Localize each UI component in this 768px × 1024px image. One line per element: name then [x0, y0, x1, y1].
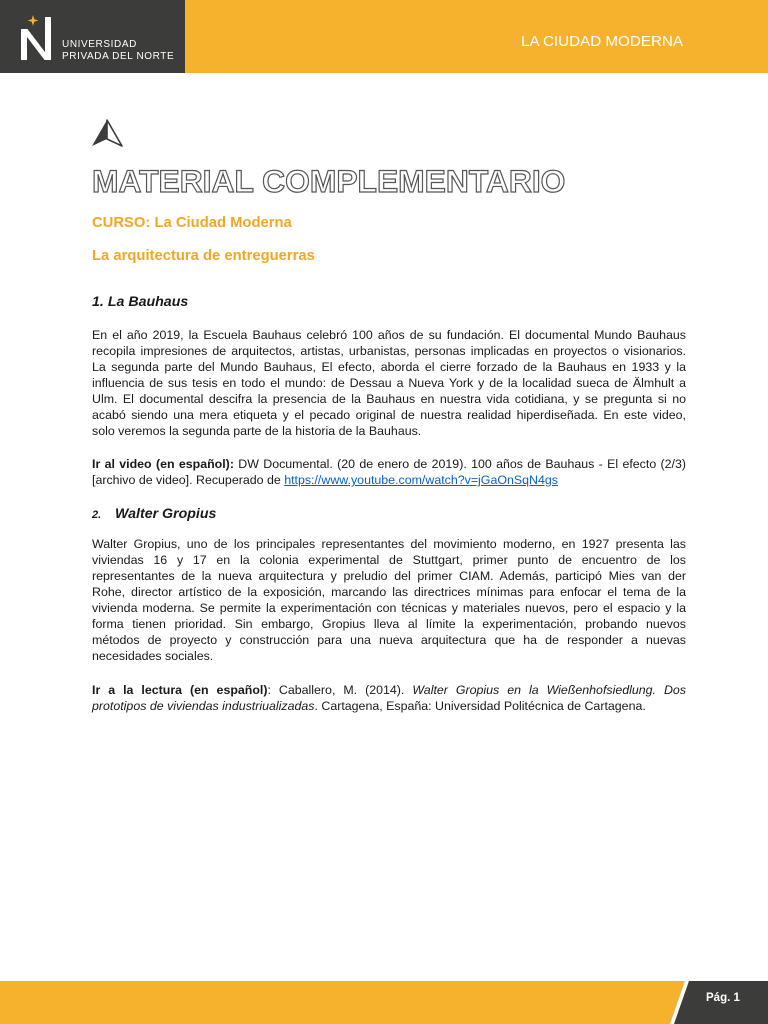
course-label: CURSO: La Ciudad Moderna [92, 215, 292, 231]
paragraph-line: necesidades sociales. [92, 649, 214, 663]
document-title: MATERIAL COMPLEMENTARIO [92, 163, 566, 199]
reference-label: Ir a la lectura (en español) [92, 683, 268, 697]
section-heading [92, 505, 216, 524]
reference-label: Ir al video (en español): [92, 457, 234, 471]
paragraph-line: solo veremos la segunda parte de la historia de la Bauhaus. [92, 424, 422, 438]
reference-line [92, 472, 686, 488]
section-paragraph [92, 327, 686, 439]
paragraph-line: representantes de la nueva arquitectura y preludio del primer CIAM. Además, participó Mies van der [92, 569, 686, 583]
university-name-line2: PRIVADA DEL NORTE [62, 51, 175, 62]
paragraph-line: acabó siendo una mera etiqueta y el pecado original de nuestra realidad hiperdiseñada. En este video, [92, 408, 686, 422]
section-heading [92, 293, 188, 311]
footer-bar [0, 981, 768, 1024]
reference-line [92, 456, 686, 472]
reference-text: : Caballero, M. (2014). [267, 683, 413, 697]
paragraph-line: viviendas 16 y 17 en la colonia experimental de Stuttgart, primer punto de encuentro de los [92, 553, 686, 567]
video-reference [92, 456, 686, 488]
reference-line [92, 682, 686, 698]
paragraph-line: Walter Gropius, uno de los principales representantes del movimiento moderno, en 1927 presenta las [92, 537, 686, 551]
footer-background [0, 981, 768, 1024]
paragraph-line: influencia de sus tesis en todo el mundo: de Dessau a Nueva York y de la localidad sueca de Älmhult a [92, 376, 686, 390]
paragraph-line: La segunda parte del Mundo Bauhaus, El efecto, aborda el cierre forzado de la Bauhaus en 1933 y la [92, 360, 686, 374]
paragraph-line: vivienda moderna. Se permite la experimentación con técnicas y materiales nuevos, pero el espacio y la [92, 601, 686, 615]
section-number: 2. [92, 509, 102, 521]
reference-text: DW Documental. (20 de enero de 2019). 100 años de Bauhaus - El efecto (2/3) [233, 457, 687, 471]
university-name-line1: UNIVERSIDAD [62, 39, 137, 50]
reading-reference [92, 682, 686, 714]
navigation-arrow-icon [91, 119, 123, 147]
paragraph-line: forma tienen prioridad. Sin embargo, Gropius lleva al límite la experimentación, probando nuevos [92, 617, 686, 631]
header-course-name: LA CIUDAD MODERNA [521, 33, 684, 50]
reference-text: . Cartagena, España: Universidad Politécnica de Cartagena. [314, 699, 646, 713]
university-brand [0, 0, 185, 73]
section-title: La Bauhaus [107, 294, 189, 310]
section-number: 1. [92, 294, 104, 310]
reference-link[interactable]: https://www.youtube.com/watch?v=jGaOnSqN4gs [284, 473, 558, 487]
upn-logo-icon [20, 14, 52, 60]
reference-line [92, 698, 686, 714]
paragraph-line: En el año 2019, la Escuela Bauhaus celebró 100 años de su fundación. El documental Mundo Bauhaus [92, 328, 686, 342]
reference-title: Walter Gropius en la Wießenhofsiedlung. Dos [412, 683, 686, 697]
section-title: Walter Gropius [115, 506, 217, 522]
paragraph-line: métodos de proyecto y construcción para una nueva arquitectura que ha de responder a nuevas [92, 633, 686, 647]
page-number: Pág. 1 [706, 992, 740, 1004]
header-bar [0, 0, 768, 73]
section-paragraph [92, 536, 686, 664]
reference-title: prototipos de viviendas industriualizadas [92, 699, 315, 713]
topic-subtitle: La arquitectura de entreguerras [92, 248, 315, 264]
paragraph-line: recopila impresiones de arquitectos, artistas, urbanistas, personas implicadas en proyectos o visionarios. [92, 344, 686, 358]
reference-text: [archivo de video]. Recuperado de [92, 473, 285, 487]
paragraph-line: Rohe, director artístico de la exposición, marcando las directrices mínimas para enfocar el tema de la [92, 585, 686, 599]
paragraph-line: Ulm. El documental descifra la presencia de la Bauhaus en nuestra vida cotidiana, y se pregunta si no [92, 392, 686, 406]
